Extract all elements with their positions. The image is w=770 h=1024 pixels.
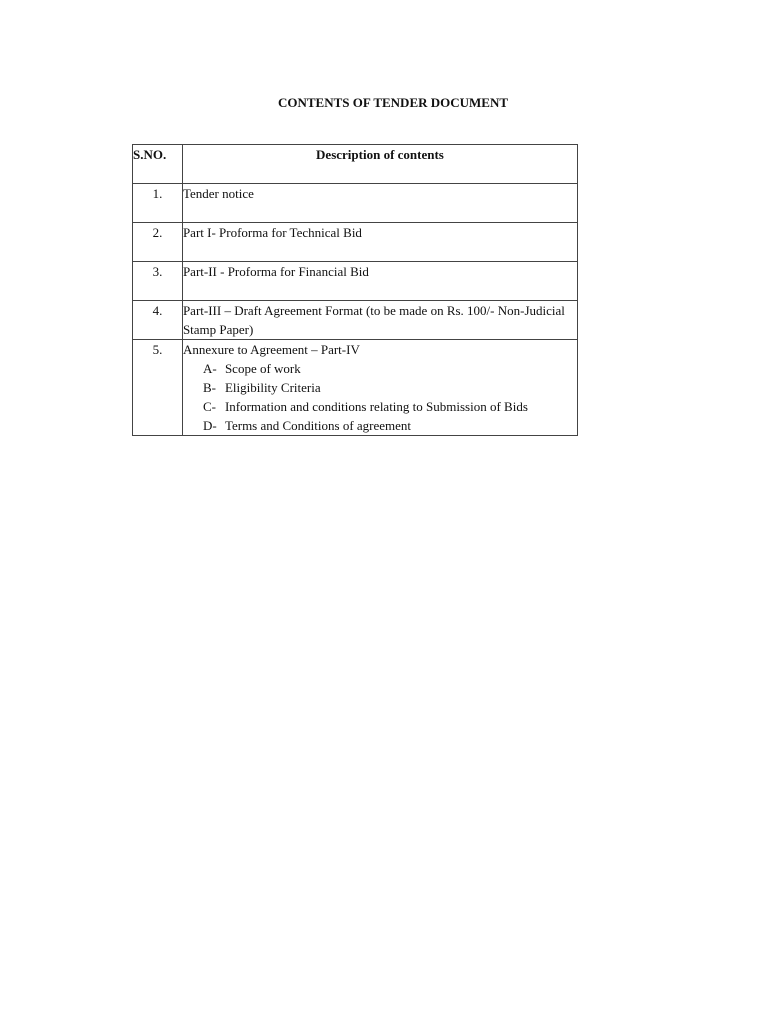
row-sno: 1. bbox=[133, 184, 183, 223]
contents-table bbox=[132, 144, 578, 436]
row-description-cell bbox=[182, 340, 577, 436]
table-row bbox=[133, 301, 578, 340]
row-sno: 3. bbox=[133, 262, 183, 301]
list-item-text: Terms and Conditions of agreement bbox=[224, 418, 412, 433]
row-sno: 2. bbox=[133, 223, 183, 262]
list-item bbox=[203, 378, 577, 397]
row-description: Part I- Proforma for Technical Bid bbox=[182, 223, 577, 262]
table-header-row bbox=[133, 145, 578, 184]
row-description: Annexure to Agreement – Part-IV bbox=[182, 342, 360, 357]
list-marker: C- bbox=[202, 399, 216, 414]
header-description: Description of contents bbox=[182, 145, 577, 184]
list-marker: D- bbox=[202, 418, 217, 433]
table-row bbox=[133, 223, 578, 262]
list-item-text: Eligibility Criteria bbox=[224, 380, 321, 395]
list-item bbox=[203, 416, 577, 435]
list-item-text: Scope of work bbox=[224, 361, 301, 376]
row-description: Part-III – Draft Agreement Format (to be made on Rs. 100/- Non-Judicial Stamp Paper) bbox=[182, 301, 577, 340]
annexure-sublist bbox=[183, 359, 577, 435]
list-item-text: Information and conditions relating to Submission of Bids bbox=[224, 399, 528, 414]
row-sno: 4. bbox=[133, 301, 183, 340]
row-description: Part-II - Proforma for Financial Bid bbox=[182, 262, 577, 301]
table-row bbox=[133, 184, 578, 223]
row-description: Tender notice bbox=[182, 184, 577, 223]
list-item bbox=[203, 397, 577, 416]
list-marker: A- bbox=[202, 361, 217, 376]
list-item bbox=[203, 359, 577, 378]
page-title: CONTENTS OF TENDER DOCUMENT bbox=[277, 95, 509, 110]
list-marker: B- bbox=[202, 380, 216, 395]
row-sno: 5. bbox=[133, 340, 183, 436]
table-row bbox=[133, 340, 578, 436]
header-sno: S.NO. bbox=[133, 145, 183, 184]
table-row bbox=[133, 262, 578, 301]
